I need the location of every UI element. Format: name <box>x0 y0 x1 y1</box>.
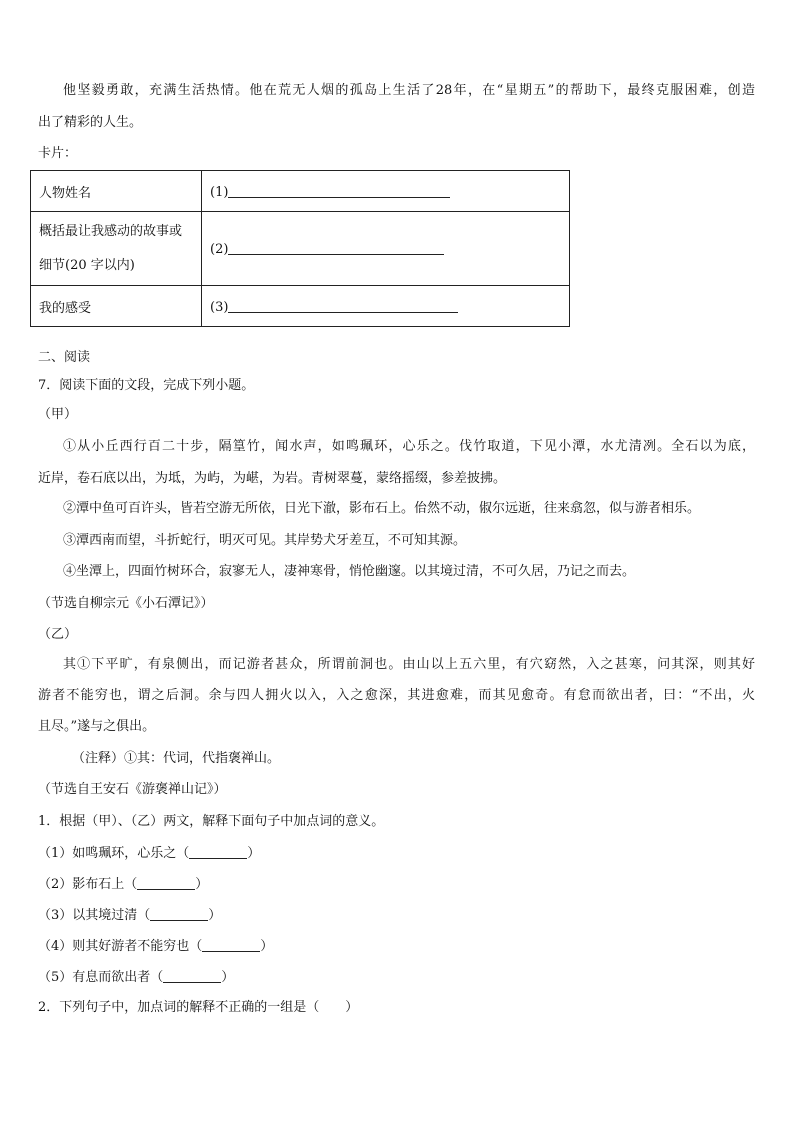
question-7-heading: 7．阅读下面的文段，完成下列小题。 <box>38 378 255 393</box>
q1-item-3-close: ） <box>208 908 222 923</box>
q1-answer-blank-3[interactable] <box>150 906 208 921</box>
card-num-1: (1) <box>210 184 229 200</box>
card-label-story-line2: 细节(20 字以内) <box>39 257 135 273</box>
q1-item-1 <box>38 844 260 863</box>
intro-line-1: 他坚毅勇敢，充满生活热情。他在荒无人烟的孤岛上生活了28年，在“星期五”的帮助下，最终克服困难，创造 <box>63 83 755 98</box>
card-label: 卡片： <box>38 146 78 161</box>
q1-item-3 <box>38 906 221 925</box>
card-label-story-line1: 概括最让我感动的故事或 <box>39 223 183 239</box>
yi-label: （乙） <box>38 627 78 642</box>
card-label-feeling: 我的感受 <box>31 286 202 327</box>
card-answer-1[interactable] <box>202 171 570 212</box>
yi-line-3: 且尽。”遂与之俱出。 <box>38 719 156 734</box>
yi-note: （注释）①其：代词，代指褒禅山。 <box>72 751 281 766</box>
yi-source: （节选自王安石《游褒禅山记》） <box>38 782 227 797</box>
q1-answer-blank-1[interactable] <box>189 844 247 859</box>
jia-paragraph-3: ③潭西南而望，斗折蛇行，明灭可见。其岸势犬牙差互，不可知其源。 <box>63 533 467 548</box>
answer-blank-3[interactable] <box>228 298 458 313</box>
jia-label: （甲） <box>38 407 78 422</box>
q1-item-1-close: ） <box>247 846 261 861</box>
q1-item-4-close: ） <box>260 939 274 954</box>
intro-line-2: 出了精彩的人生。 <box>38 115 143 130</box>
card-row-story <box>31 212 570 286</box>
q1-item-2-text: （2）影布石上（ <box>38 877 138 892</box>
card-num-3: (3) <box>210 299 229 315</box>
q1-item-5-close: ） <box>221 970 235 985</box>
q1-answer-blank-5[interactable] <box>163 968 221 983</box>
card-table <box>30 170 570 327</box>
card-num-2: (2) <box>210 242 229 257</box>
answer-blank-2[interactable] <box>228 240 444 255</box>
card-answer-3[interactable] <box>202 286 570 327</box>
q1-item-5-text: （5）有息而欲出者（ <box>38 970 164 985</box>
q1-answer-blank-4[interactable] <box>202 937 260 952</box>
answer-blank-1[interactable] <box>228 183 450 198</box>
jia-p1-line1: ①从小丘西行百二十步，隔篁竹，闻水声，如鸣珮环，心乐之。伐竹取道，下见小潭，水尤清冽。全石以为底， <box>63 439 755 454</box>
q1-item-4-text: （4）则其好游者不能穷也（ <box>38 939 203 954</box>
card-answer-2[interactable] <box>202 212 570 286</box>
q1-answer-blank-2[interactable] <box>137 875 195 890</box>
q1-item-2-close: ） <box>195 877 209 892</box>
q1-item-4 <box>38 937 273 956</box>
question-2-heading: 2．下列句子中，加点词的解释不正确的一组是（ ） <box>38 1000 359 1015</box>
jia-paragraph-4: ④坐潭上，四面竹树环合，寂寥无人，凄神寒骨，悄怆幽邃。以其境过清，不可久居，乃记之而去。 <box>63 564 636 579</box>
jia-source: （节选自柳宗元《小石潭记》） <box>38 596 214 611</box>
question-1-heading: 1．根据（甲）、（乙）两文，解释下面句子中加点词的意义。 <box>38 814 385 829</box>
q1-item-5 <box>38 968 234 987</box>
q1-item-1-text: （1）如鸣珮环，心乐之（ <box>38 846 190 861</box>
yi-line-2: 游者不能穷也，谓之后洞。余与四人拥火以入，入之愈深，其进愈难，而其见愈奇。有怠而欲出者，曰：“不出，火 <box>38 688 755 703</box>
card-label-name: 人物姓名 <box>31 171 202 212</box>
yi-line-1: 其①下平旷，有泉侧出，而记游者甚众，所谓前洞也。由山以上五六里，有穴窈然，入之甚寒，问其深，则其好 <box>63 657 755 672</box>
q1-item-3-text: （3）以其境过清（ <box>38 908 151 923</box>
section-heading: 二、阅读 <box>38 350 91 365</box>
card-row-feeling <box>31 286 570 327</box>
jia-p1-line2: 近岸，卷石底以出，为坻，为屿，为嵁，为岩。青树翠蔓，蒙络摇缀，参差披拂。 <box>38 471 507 486</box>
card-label-story <box>31 212 202 286</box>
jia-paragraph-2: ②潭中鱼可百许头，皆若空游无所依，日光下澈，影布石上。佁然不动，俶尔远逝，往来翕忽，似与游者相乐。 <box>63 501 701 516</box>
card-row-name <box>31 171 570 212</box>
q1-item-2 <box>38 875 208 894</box>
